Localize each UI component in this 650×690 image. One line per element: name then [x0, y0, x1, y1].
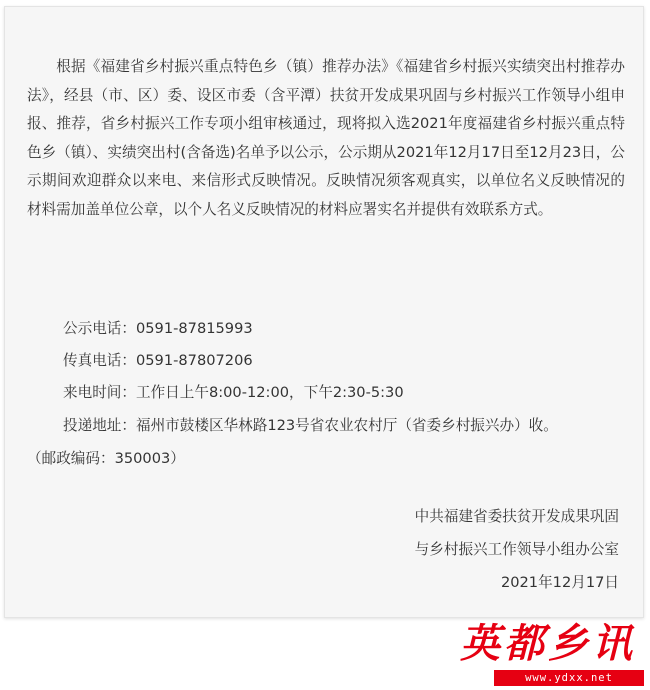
signature-date: 2021年12月17日: [500, 574, 619, 591]
watermark-title: 英都乡讯: [460, 620, 636, 667]
site-watermark-logo: [460, 620, 644, 686]
contact-phone: 公示电话：0591-87815993: [63, 320, 253, 337]
signature-line-1: 中共福建省委扶贫开发成果巩固: [414, 508, 619, 525]
notice-body: 根据《福建省乡村振兴重点特色乡（镇）推荐办法》《福建省乡村振兴实绩突出村推荐办法》，经县（市、区）委、设区市委（含平潭）扶贫开发成果巩固与乡村振兴工作领导小组申报、推荐，省乡村振兴工作专项小组审核通过，现将拟入选2021年度福建省乡村振兴重点特色乡（镇）、实绩突出村(含备选)名单予以公示，公示期从2021年12月17日至12月23日，公示期间欢迎群众以来电、来信形式反映情况。反映情况须客观真实，以单位名义反映情况的材料需加盖单位公章，以个人名义反映情况的材料应署实名并提供有效联系方式。: [27, 58, 625, 218]
contact-address: 投递地址：福州市鼓楼区华林路123号省农业农村厅（省委乡村振兴办）收。: [63, 417, 558, 434]
contact-fax: 传真电话：0591-87807206: [63, 352, 253, 369]
notice-card: [4, 6, 644, 618]
watermark-url: www.ydxx.net: [494, 670, 644, 686]
signature-line-2: 与乡村振兴工作领导小组办公室: [414, 541, 619, 558]
contact-postcode: （邮政编码：350003）: [27, 450, 185, 467]
contact-hours: 来电时间：工作日上午8:00-12:00，下午2:30-5:30: [63, 384, 404, 401]
